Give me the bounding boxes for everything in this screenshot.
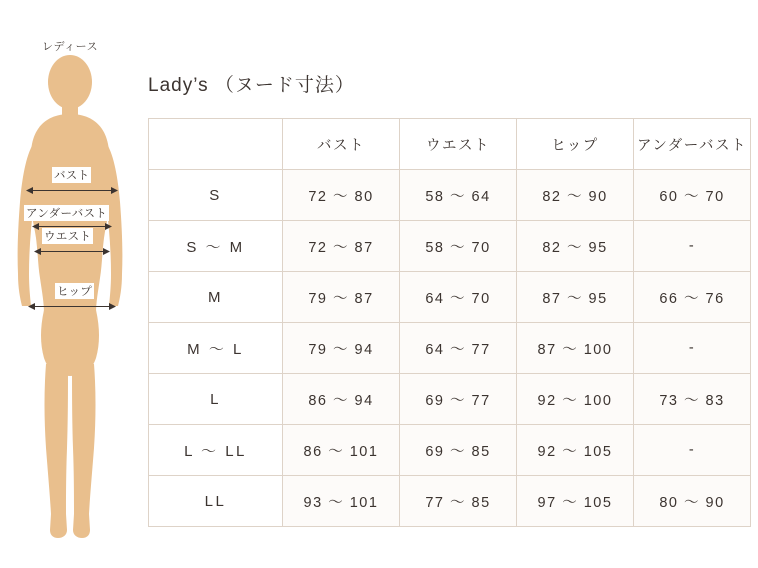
table-panel bbox=[148, 0, 758, 568]
waist-measure-arrow bbox=[34, 247, 110, 256]
cell-bust: 72 ～ 87 bbox=[283, 221, 400, 272]
table-row bbox=[149, 170, 751, 221]
cell-bust: 93 ～ 101 bbox=[283, 476, 400, 527]
cell-hip: 87 ～ 100 bbox=[517, 323, 634, 374]
cell-bust: 79 ～ 87 bbox=[283, 272, 400, 323]
cell-underbust: 66 ～ 76 bbox=[634, 272, 751, 323]
cell-hip: 82 ～ 95 bbox=[517, 221, 634, 272]
cell-waist: 58 ～ 70 bbox=[400, 221, 517, 272]
row-size-label: S ～ M bbox=[149, 221, 283, 272]
cell-waist: 69 ～ 85 bbox=[400, 425, 517, 476]
figure-panel bbox=[0, 0, 148, 568]
cell-bust: 72 ～ 80 bbox=[283, 170, 400, 221]
column-header-hip: ヒップ bbox=[517, 119, 634, 170]
cell-bust: 86 ～ 94 bbox=[283, 374, 400, 425]
row-size-label: LL bbox=[149, 476, 283, 527]
cell-underbust: 80 ～ 90 bbox=[634, 476, 751, 527]
cell-underbust: 60 ～ 70 bbox=[634, 170, 751, 221]
cell-waist: 77 ～ 85 bbox=[400, 476, 517, 527]
cell-waist: 64 ～ 70 bbox=[400, 272, 517, 323]
table-row bbox=[149, 374, 751, 425]
table-row bbox=[149, 221, 751, 272]
cell-waist: 64 ～ 77 bbox=[400, 323, 517, 374]
table-row bbox=[149, 323, 751, 374]
column-header-bust: バスト bbox=[283, 119, 400, 170]
bust-label: バスト bbox=[52, 167, 91, 183]
cell-hip: 92 ～ 105 bbox=[517, 425, 634, 476]
table-row bbox=[149, 272, 751, 323]
hip-label: ヒップ bbox=[55, 283, 94, 299]
cell-hip: 82 ～ 90 bbox=[517, 170, 634, 221]
column-header-underbust: アンダーバスト bbox=[634, 119, 751, 170]
row-size-label: L bbox=[149, 374, 283, 425]
cell-hip: 87 ～ 95 bbox=[517, 272, 634, 323]
row-size-label: M ～ L bbox=[149, 323, 283, 374]
cell-underbust: - bbox=[634, 221, 751, 272]
waist-label: ウエスト bbox=[42, 228, 93, 244]
underbust-label: アンダーバスト bbox=[24, 205, 109, 221]
hip-measure-arrow bbox=[28, 302, 116, 311]
cell-bust: 86 ～ 101 bbox=[283, 425, 400, 476]
row-size-label: M bbox=[149, 272, 283, 323]
column-header-waist: ウエスト bbox=[400, 119, 517, 170]
figure-caption: レディース bbox=[42, 41, 99, 53]
row-size-label: S bbox=[149, 170, 283, 221]
table-title: Lady’s （ヌード寸法） bbox=[148, 75, 355, 96]
cell-waist: 69 ～ 77 bbox=[400, 374, 517, 425]
row-size-label: L ～ LL bbox=[149, 425, 283, 476]
cell-hip: 97 ～ 105 bbox=[517, 476, 634, 527]
cell-underbust: - bbox=[634, 425, 751, 476]
table-header-row bbox=[149, 119, 751, 170]
cell-underbust: 73 ～ 83 bbox=[634, 374, 751, 425]
table-row bbox=[149, 425, 751, 476]
column-header-size bbox=[149, 119, 283, 170]
cell-hip: 92 ～ 100 bbox=[517, 374, 634, 425]
cell-underbust: - bbox=[634, 323, 751, 374]
cell-waist: 58 ～ 64 bbox=[400, 170, 517, 221]
bust-measure-arrow bbox=[26, 186, 118, 195]
size-table bbox=[148, 118, 751, 527]
cell-bust: 79 ～ 94 bbox=[283, 323, 400, 374]
table-row bbox=[149, 476, 751, 527]
